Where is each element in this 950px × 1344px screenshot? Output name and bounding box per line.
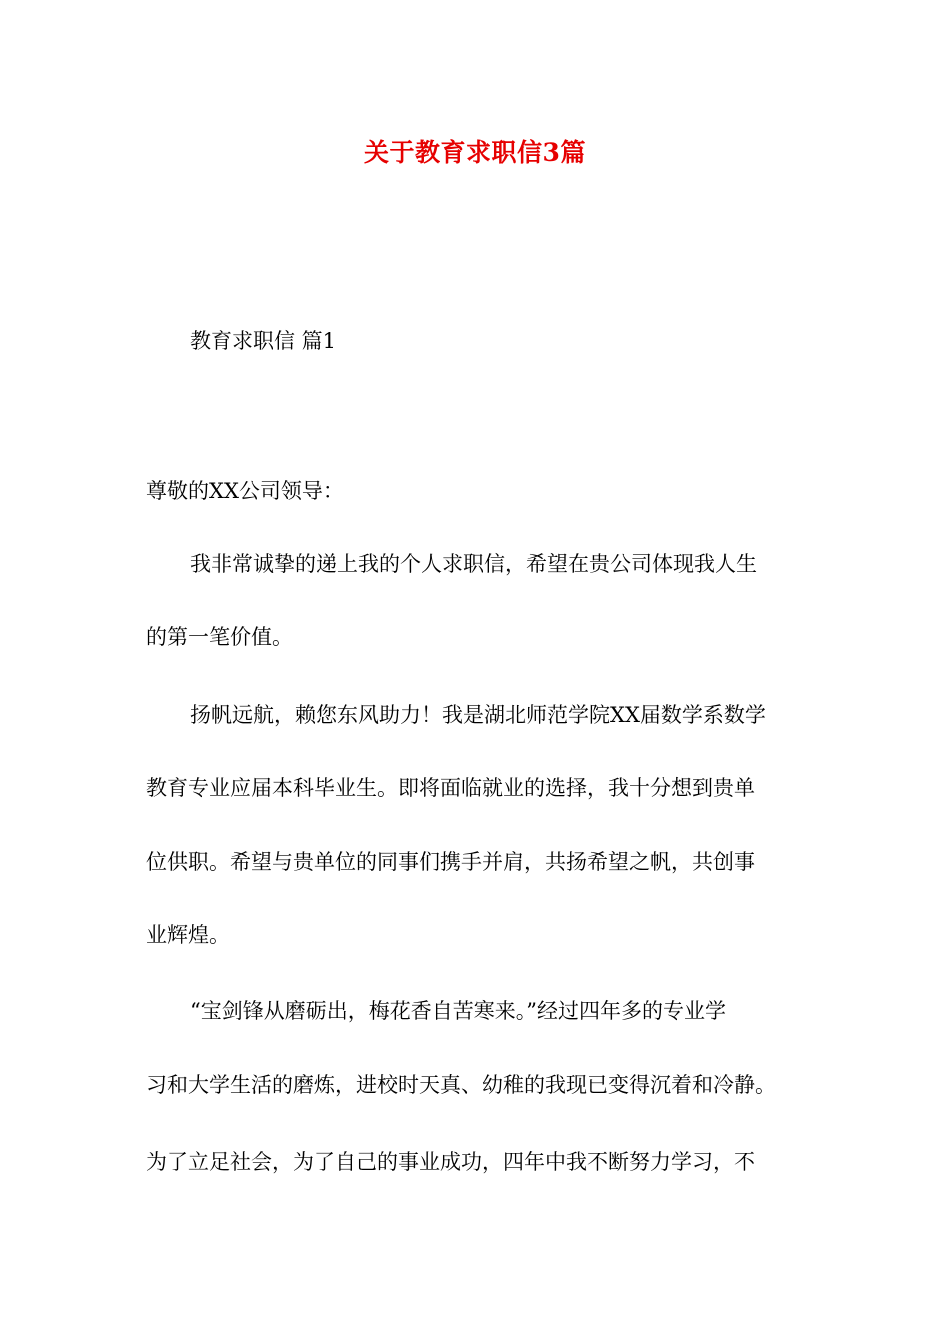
body-line: 为了立足社会，为了自己的事业成功，四年中我不断努力学习，不 bbox=[146, 1150, 755, 1174]
body-line: 的第一笔价值。 bbox=[146, 625, 293, 649]
body-line: 扬帆远航，赖您东风助力！我是湖北师范学院XX届数学系数学 bbox=[190, 703, 766, 727]
body-line: 习和大学生活的磨炼，进校时天真、幼稚的我现已变得沉着和冷静。 bbox=[146, 1073, 776, 1097]
body-line: 位供职。希望与贵单位的同事们携手并肩，共扬希望之帆，共创事 bbox=[146, 850, 755, 874]
body-line: “宝剑锋从磨砺出，梅花香自苦寒来。”经过四年多的专业学 bbox=[190, 999, 726, 1023]
body-line: 业辉煌。 bbox=[146, 923, 230, 947]
body-line: 教育专业应届本科毕业生。即将面临就业的选择，我十分想到贵单 bbox=[146, 776, 755, 800]
salutation: 尊敬的XX公司领导： bbox=[146, 479, 344, 503]
body-line: 我非常诚挚的递上我的个人求职信，希望在贵公司体现我人生 bbox=[190, 552, 757, 576]
document-title: 关于教育求职信3篇 bbox=[364, 138, 586, 167]
section-heading: 教育求职信 篇1 bbox=[190, 329, 337, 353]
